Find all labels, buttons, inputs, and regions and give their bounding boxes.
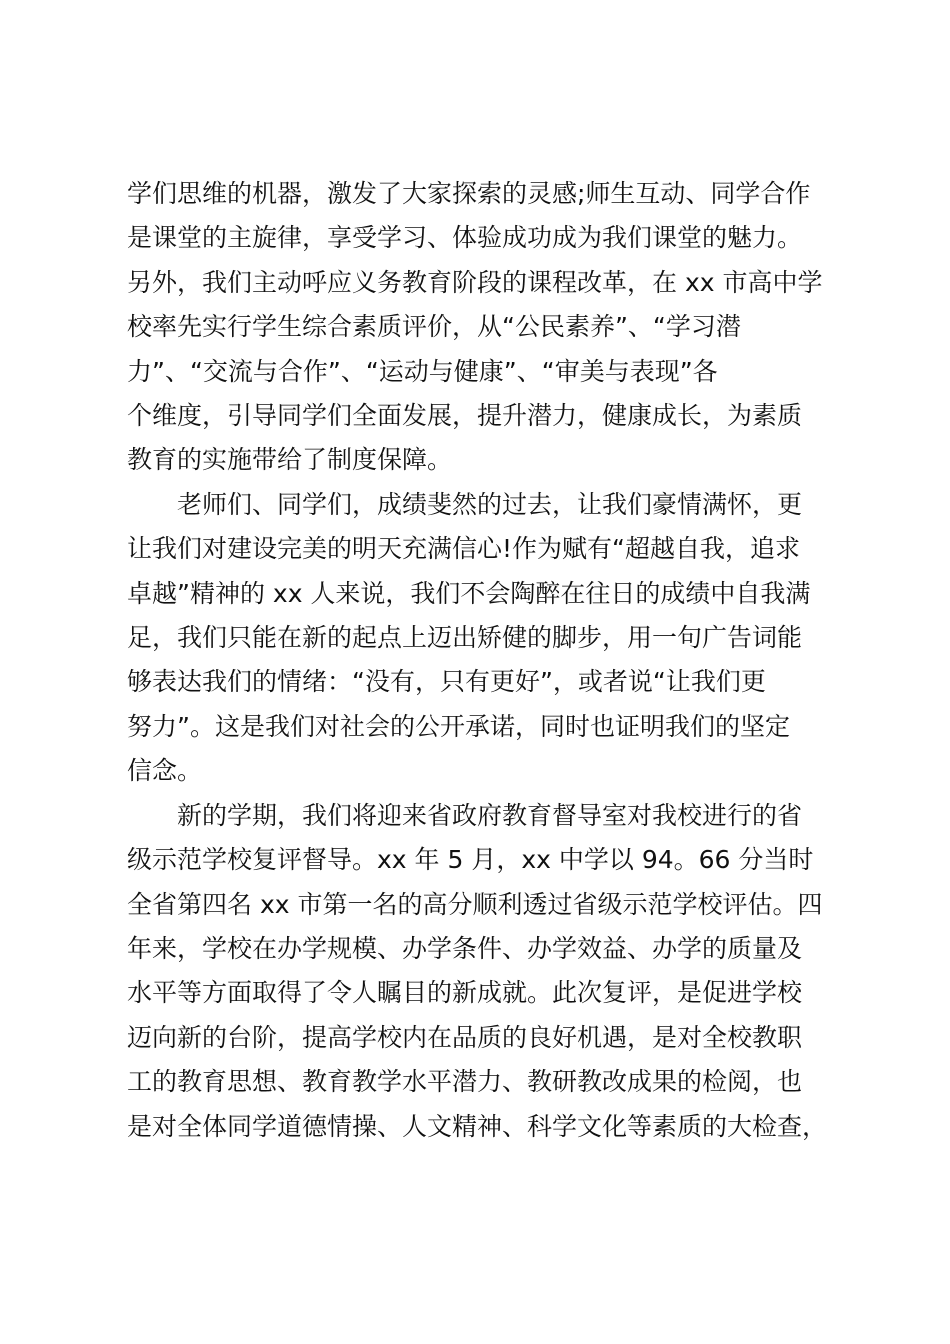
text-line: 足，我们只能在新的起点上迈出矫健的脚步，用一句广告词能 (127, 623, 803, 653)
text-line: 卓越”精神的 xx 人来说，我们不会陶醉在往日的成绩中自我满 (127, 578, 811, 608)
text-line: 够表达我们的情绪：“没有，只有更好”，或者说“让我们更 (127, 667, 766, 697)
paragraph (127, 172, 847, 483)
text-line: 力”、“交流与合作”、“运动与健康”、“审美与表现”各 (127, 356, 718, 386)
text-line: 水平等方面取得了令人瞩目的新成就。此次复评，是促进学校 (127, 978, 803, 1008)
text-line: 让我们对建设完美的明天充满信心!作为赋有“超越自我，追求 (127, 534, 800, 564)
paragraph (127, 794, 847, 1149)
text-line: 老师们、同学们，成绩斐然的过去，让我们豪情满怀，更 (177, 489, 803, 519)
text-line: 工的教育思想、教育教学水平潜力、教研教改成果的检阅，也 (127, 1067, 803, 1097)
text-line: 个维度，引导同学们全面发展，提升潜力，健康成长，为素质 (127, 401, 803, 431)
document-body (127, 172, 847, 1149)
text-line: 努力”。这是我们对社会的公开承诺，同时也证明我们的坚定 (127, 711, 790, 741)
text-line: 级示范学校复评督导。xx 年 5 月，xx 中学以 94。66 分当时 (127, 845, 814, 875)
text-line: 是课堂的主旋律，享受学习、体验成功成为我们课堂的魅力。 (127, 223, 803, 253)
text-line: 年来，学校在办学规模、办学条件、办学效益、办学的质量及 (127, 933, 803, 963)
text-line: 新的学期，我们将迎来省政府教育督导室对我校进行的省 (177, 800, 803, 830)
text-line: 全省第四名 xx 市第一名的高分顺利透过省级示范学校评估。四 (127, 889, 823, 919)
text-line: 迈向新的台阶，提高学校内在品质的良好机遇，是对全校教职 (127, 1022, 803, 1052)
text-line: 信念。 (127, 756, 203, 786)
text-line: 学们思维的机器，激发了大家探索的灵感;师生互动、同学合作 (127, 179, 811, 208)
text-line: 教育的实施带给了制度保障。 (127, 445, 453, 475)
text-line: 是对全体同学道德情操、人文精神、科学文化等素质的大检查， (127, 1111, 828, 1141)
text-line: 另外，我们主动呼应义务教育阶段的课程改革，在 xx 市高中学 (127, 267, 823, 297)
paragraph (127, 483, 847, 794)
text-line: 校率先实行学生综合素质评价，从“公民素养”、“学习潜 (127, 312, 741, 342)
